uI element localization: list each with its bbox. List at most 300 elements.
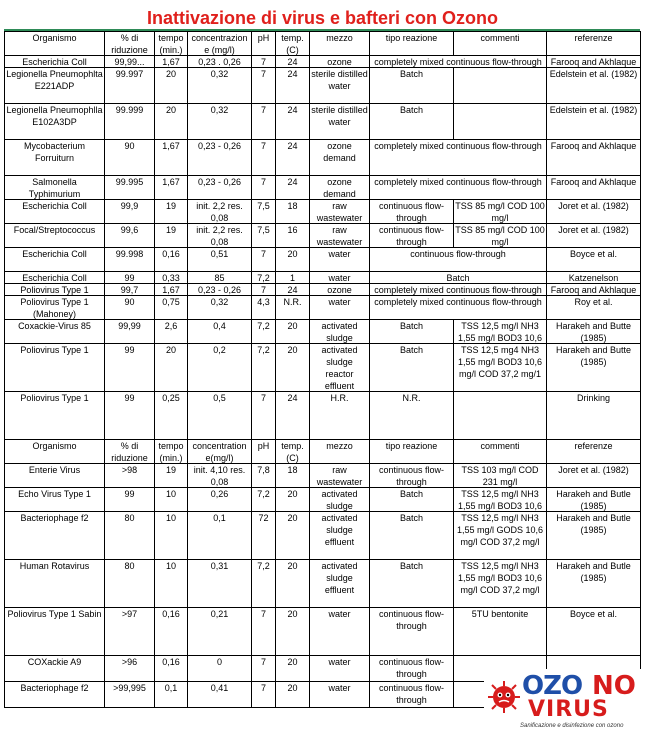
- cell-red-text: 99: [124, 273, 135, 283]
- cell-org-text: Legionella Pneumophlta E221ADP: [6, 69, 103, 91]
- cell-t: [155, 104, 188, 140]
- cell-c-text: 0,23 - 0,26: [197, 141, 242, 151]
- cell-c: [188, 392, 252, 440]
- cell-mezzo-text: activated sludge reactor effluent: [321, 345, 358, 391]
- cell-tipo: [370, 392, 454, 440]
- cell-referenze: [547, 224, 641, 248]
- cell-temp: [276, 464, 310, 488]
- cell-c: [188, 296, 252, 320]
- ozonovirus-logo: [484, 669, 642, 737]
- cell-referenze: [547, 560, 641, 608]
- cell-ph-text: 7,2: [257, 321, 270, 331]
- cell-mezzo-text: activated sludge: [321, 321, 358, 343]
- cell-tipo: [370, 104, 454, 140]
- cell-red: [105, 284, 155, 296]
- cell-red-text: >97: [121, 609, 138, 619]
- table-row: [5, 512, 641, 560]
- cell-temp-text: 20: [287, 489, 298, 499]
- cell-org-text: Poliovirus Type 1: [20, 345, 89, 355]
- cell-c: [188, 488, 252, 512]
- cell-referenze-text: Boyce et al.: [569, 609, 618, 619]
- cell-ph: [252, 682, 276, 708]
- cell-c-text: 85: [214, 273, 225, 283]
- cell-tipo-text: continuous flow-through: [378, 225, 445, 247]
- cell-red-text: 99,7: [120, 285, 139, 295]
- cell-referenze: [547, 176, 641, 200]
- cell-ph: [252, 200, 276, 224]
- cell-mezzo-text: ozone demand: [323, 141, 356, 163]
- cell-t-text: 19: [165, 465, 176, 475]
- column-header: [454, 32, 547, 56]
- cell-temp: [276, 248, 310, 272]
- column-header: [454, 440, 547, 464]
- column-header: [310, 32, 370, 56]
- cell-temp: [276, 488, 310, 512]
- cell-reaction-comments-text: completely mixed continuous flow-through: [374, 297, 542, 307]
- cell-t-text: 0,16: [162, 249, 180, 259]
- column-header-text: commenti: [480, 33, 520, 43]
- cell-org-text: Poliovirus Type 1: [20, 285, 89, 295]
- cell-referenze: [547, 284, 641, 296]
- cell-temp: [276, 200, 310, 224]
- cell-referenze: [547, 320, 641, 344]
- cell-c-text: init. 2,2 res. 0,08: [196, 225, 243, 247]
- cell-mezzo-text: activated sludge: [321, 489, 358, 511]
- cell-org: [5, 68, 105, 104]
- cell-mezzo-text: water: [328, 273, 351, 283]
- cell-referenze: [547, 488, 641, 512]
- cell-temp: [276, 560, 310, 608]
- cell-ph-text: 72: [258, 513, 269, 523]
- cell-tipo: [370, 344, 454, 392]
- cell-temp-text: 18: [287, 465, 298, 475]
- cell-tipo: [370, 512, 454, 560]
- cell-reaction-comments-text: continuous flow-through: [410, 249, 506, 259]
- cell-reaction-comments-text: completely mixed continuous flow-through: [374, 285, 542, 295]
- cell-referenze: [547, 392, 641, 440]
- table-row: [5, 344, 641, 392]
- cell-commenti-text: TSS 85 mg/l COD 100 mg/l: [455, 225, 545, 247]
- cell-referenze-text: Farooq and Akhlaque: [550, 177, 637, 187]
- table-row: [5, 488, 641, 512]
- cell-mezzo-text: water: [328, 249, 351, 259]
- cell-mezzo: [310, 560, 370, 608]
- cell-ph-text: 7,8: [257, 465, 270, 475]
- cell-mezzo: [310, 224, 370, 248]
- cell-org: [5, 296, 105, 320]
- cell-c: [188, 560, 252, 608]
- cell-mezzo: [310, 140, 370, 176]
- cell-t-text: 20: [165, 345, 176, 355]
- virus-mascot-icon: [486, 677, 522, 717]
- cell-c: [188, 608, 252, 656]
- cell-commenti-text: TSS 12,5 mg4 NH3 1,55 mg/l BOD3 10,6 mg/l COD 37,2 mg/1: [457, 345, 543, 379]
- cell-temp: [276, 682, 310, 708]
- cell-red-text: 90: [124, 141, 135, 151]
- cell-ph: [252, 224, 276, 248]
- cell-mezzo: [310, 200, 370, 224]
- cell-referenze-text: Drinking: [576, 393, 610, 403]
- cell-c-text: 0,32: [210, 69, 229, 79]
- cell-commenti-text: TSS 85 mg/l COD 100 mg/l: [455, 201, 545, 223]
- cell-ph-text: 4,3: [257, 297, 270, 307]
- column-header: [252, 440, 276, 464]
- table-row: [5, 248, 641, 272]
- cell-commenti: [454, 224, 547, 248]
- table-row: [5, 392, 641, 440]
- cell-ph: [252, 248, 276, 272]
- logo-no-text: NO: [592, 671, 636, 701]
- cell-red-text: 80: [124, 561, 135, 571]
- cell-referenze-text: Farooq and Akhlaque: [550, 285, 637, 295]
- cell-t: [155, 56, 188, 68]
- column-header: [276, 32, 310, 56]
- cell-c-text: 0,26: [210, 489, 229, 499]
- cell-red-text: 99: [124, 489, 135, 499]
- column-header-text: concentrazione (mg/l): [191, 33, 248, 55]
- cell-referenze: [547, 140, 641, 176]
- cell-mezzo-text: raw wastewater: [316, 201, 363, 223]
- cell-t: [155, 140, 188, 176]
- cell-referenze: [547, 608, 641, 656]
- cell-c: [188, 272, 252, 284]
- cell-tipo-text: Batch: [399, 489, 423, 499]
- cell-referenze: [547, 68, 641, 104]
- cell-tipo-text: continuous flow-through: [378, 683, 445, 705]
- cell-c: [188, 464, 252, 488]
- column-header: [188, 440, 252, 464]
- cell-red: [105, 104, 155, 140]
- cell-ph-text: 7: [260, 249, 266, 259]
- cell-red-text: >99,995: [113, 683, 146, 693]
- cell-temp-text: 18: [287, 201, 298, 211]
- cell-red: [105, 344, 155, 392]
- cell-mezzo: [310, 344, 370, 392]
- cell-c-text: init. 2,2 res. 0,08: [196, 201, 243, 223]
- column-header: [105, 440, 155, 464]
- cell-ph-text: 7,2: [257, 345, 270, 355]
- cell-commenti: [454, 320, 547, 344]
- cell-referenze: [547, 56, 641, 68]
- cell-ph-text: 7: [260, 393, 266, 403]
- cell-referenze-text: Harakeh and Butle (1985): [556, 513, 631, 535]
- cell-tipo: [370, 464, 454, 488]
- column-header: [252, 32, 276, 56]
- cell-commenti: [454, 488, 547, 512]
- cell-tipo-text: N.R.: [402, 393, 421, 403]
- cell-t-text: 10: [165, 561, 176, 571]
- cell-reaction-comments: [370, 248, 547, 272]
- cell-org: [5, 656, 105, 682]
- cell-red: [105, 320, 155, 344]
- cell-red-text: 99.999: [115, 105, 144, 115]
- cell-referenze-text: Farooq and Akhlaque: [550, 57, 637, 67]
- cell-reaction-comments: [370, 176, 547, 200]
- cell-temp: [276, 56, 310, 68]
- cell-t: [155, 284, 188, 296]
- cell-tipo-text: continuous flow-through: [378, 657, 445, 679]
- cell-org: [5, 284, 105, 296]
- cell-mezzo-text: activated sludge effluent: [321, 513, 358, 547]
- column-header: [276, 440, 310, 464]
- cell-ph: [252, 68, 276, 104]
- cell-c-text: 0,4: [213, 321, 226, 331]
- cell-red: [105, 488, 155, 512]
- cell-red: [105, 176, 155, 200]
- column-header-text: commenti: [480, 441, 520, 451]
- cell-ph: [252, 656, 276, 682]
- column-header-text: temp. (C): [281, 441, 304, 463]
- cell-referenze: [547, 296, 641, 320]
- cell-ph: [252, 320, 276, 344]
- cell-t-text: 19: [165, 201, 176, 211]
- cell-referenze-text: Katzenelson: [568, 273, 619, 283]
- cell-t-text: 1,67: [162, 141, 180, 151]
- cell-org: [5, 104, 105, 140]
- cell-commenti: [454, 512, 547, 560]
- cell-mezzo: [310, 56, 370, 68]
- cell-org-text: Poliovirus Type 1 Sabin: [7, 609, 102, 619]
- cell-temp: [276, 296, 310, 320]
- cell-red: [105, 296, 155, 320]
- cell-referenze: [547, 512, 641, 560]
- cell-commenti: [454, 464, 547, 488]
- cell-org: [5, 272, 105, 284]
- column-header-text: Organismo: [32, 441, 77, 451]
- cell-red-text: 99: [124, 393, 135, 403]
- cell-t-text: 0,16: [162, 609, 180, 619]
- cell-referenze-text: Harakeh and Butte (1985): [555, 345, 632, 367]
- cell-org: [5, 224, 105, 248]
- cell-temp-text: 20: [287, 683, 298, 693]
- cell-red: [105, 560, 155, 608]
- cell-red-text: 99.997: [115, 69, 144, 79]
- cell-org: [5, 560, 105, 608]
- cell-red-text: 99.998: [115, 249, 144, 259]
- cell-c: [188, 56, 252, 68]
- cell-org-text: Escherichia Coll: [22, 273, 87, 283]
- column-header-text: Organismo: [32, 33, 77, 43]
- table-row: [5, 56, 641, 68]
- cell-mezzo-text: ozone demand: [323, 177, 356, 199]
- column-header-text: pH: [257, 441, 270, 451]
- cell-org-text: Bacteriophage f2: [20, 513, 89, 523]
- cell-tipo-text: continuous flow-through: [378, 201, 445, 223]
- cell-reaction-comments: [370, 284, 547, 296]
- table-row: [5, 284, 641, 296]
- cell-temp: [276, 344, 310, 392]
- logo-ozo-text: OZO: [522, 671, 583, 701]
- logo-virus-text: VIRUS: [528, 697, 609, 722]
- cell-referenze-text: Harakeh and Butle (1985): [556, 561, 631, 583]
- cell-ph-text: 7: [260, 105, 266, 115]
- cell-mezzo: [310, 284, 370, 296]
- cell-t: [155, 512, 188, 560]
- cell-tipo-text: Batch: [399, 561, 423, 571]
- cell-t: [155, 200, 188, 224]
- cell-c: [188, 682, 252, 708]
- cell-referenze-text: Joret et al. (1982): [558, 201, 629, 211]
- cell-c-text: 0,23 - 0,26: [197, 177, 242, 187]
- cell-ph: [252, 296, 276, 320]
- cell-mezzo: [310, 512, 370, 560]
- column-header-text: pH: [257, 33, 270, 43]
- cell-temp-text: N.R.: [283, 297, 302, 307]
- cell-red: [105, 56, 155, 68]
- cell-tipo: [370, 224, 454, 248]
- cell-red: [105, 392, 155, 440]
- column-header: [188, 32, 252, 56]
- cell-mezzo: [310, 608, 370, 656]
- cell-mezzo-text: water: [328, 683, 351, 693]
- cell-red-text: 80: [124, 513, 135, 523]
- cell-org-text: Focal/Streptococcus: [13, 225, 96, 235]
- cell-temp: [276, 224, 310, 248]
- column-header-text: mezzo: [326, 441, 353, 451]
- cell-mezzo: [310, 320, 370, 344]
- cell-t: [155, 68, 188, 104]
- column-header-text: concentration e(mg/l): [192, 441, 247, 463]
- cell-tipo-text: Batch: [399, 321, 423, 331]
- cell-mezzo: [310, 392, 370, 440]
- cell-red-text: 99,99...: [114, 57, 145, 67]
- cell-red-text: 99,9: [120, 201, 139, 211]
- cell-c-text: 0,31: [210, 561, 229, 571]
- cell-ph: [252, 512, 276, 560]
- cell-referenze-text: Harakeh and Butte (1985): [555, 321, 632, 343]
- cell-org: [5, 344, 105, 392]
- cell-t: [155, 296, 188, 320]
- cell-temp-text: 24: [287, 57, 298, 67]
- cell-red: [105, 68, 155, 104]
- column-header: [155, 440, 188, 464]
- cell-org: [5, 608, 105, 656]
- cell-org-text: Poliovirus Type 1 (Mahoney): [20, 297, 89, 319]
- cell-mezzo-text: raw wastewater: [316, 225, 363, 247]
- cell-tipo-text: Batch: [399, 105, 423, 115]
- cell-mezzo-text: sterile distilled water: [311, 105, 368, 127]
- cell-ph-text: 7: [260, 657, 266, 667]
- cell-red: [105, 512, 155, 560]
- column-header: [155, 32, 188, 56]
- cell-commenti-text: [455, 104, 545, 139]
- cell-commenti: [454, 68, 547, 104]
- cell-reaction-comments: [370, 272, 547, 284]
- cell-tipo-text: Batch: [399, 69, 423, 79]
- cell-c-text: 0,1: [213, 513, 226, 523]
- cell-commenti: [454, 608, 547, 656]
- cell-ph: [252, 140, 276, 176]
- cell-org: [5, 512, 105, 560]
- cell-commenti: [454, 560, 547, 608]
- cell-tipo-text: Batch: [399, 345, 423, 355]
- cell-mezzo-text: water: [328, 657, 351, 667]
- cell-t-text: 10: [165, 513, 176, 523]
- cell-ph-text: 7,2: [257, 273, 270, 283]
- cell-referenze-text: Joret et al. (1982): [558, 225, 629, 235]
- cell-org-text: COXackie A9: [27, 657, 82, 667]
- cell-org-text: Legionella Pneumophlla E102A3DP: [6, 105, 103, 127]
- column-header: [370, 32, 454, 56]
- cell-c-text: 0,32: [210, 297, 229, 307]
- cell-red: [105, 608, 155, 656]
- cell-referenze: [547, 248, 641, 272]
- cell-temp-text: 24: [287, 393, 298, 403]
- cell-temp: [276, 320, 310, 344]
- cell-mezzo-text: sterile distilled water: [311, 69, 368, 91]
- cell-org: [5, 464, 105, 488]
- cell-org-text: Enterie Virus: [28, 465, 81, 475]
- cell-c: [188, 656, 252, 682]
- cell-temp-text: 24: [287, 141, 298, 151]
- cell-c: [188, 512, 252, 560]
- cell-org-text: Escherichia Coll: [22, 201, 87, 211]
- cell-red: [105, 200, 155, 224]
- cell-mezzo: [310, 656, 370, 682]
- cell-mezzo-text: ozone: [327, 57, 352, 67]
- cell-tipo: [370, 682, 454, 708]
- cell-t-text: 0,1: [164, 683, 178, 693]
- cell-temp-text: 20: [287, 249, 298, 259]
- cell-c: [188, 140, 252, 176]
- cell-red: [105, 248, 155, 272]
- cell-ph: [252, 488, 276, 512]
- cell-red-text: 99: [124, 345, 135, 355]
- cell-red-text: 99.995: [115, 177, 144, 187]
- cell-ph: [252, 272, 276, 284]
- cell-referenze: [547, 272, 641, 284]
- column-header: [370, 440, 454, 464]
- cell-t-text: 0,33: [162, 273, 180, 283]
- cell-t-text: 0,75: [162, 297, 180, 307]
- cell-org-text: Escherichia Coll: [22, 249, 87, 259]
- cell-red: [105, 656, 155, 682]
- cell-reaction-comments: [370, 296, 547, 320]
- cell-org-text: Escherichia Coll: [22, 57, 87, 67]
- logo-tagline: Sanificazione e disinfezione con ozono: [520, 723, 624, 729]
- cell-referenze: [547, 104, 641, 140]
- column-header-text: referenze: [574, 33, 613, 43]
- cell-t: [155, 248, 188, 272]
- cell-c: [188, 320, 252, 344]
- cell-t: [155, 560, 188, 608]
- column-header: [547, 440, 641, 464]
- column-header: [5, 440, 105, 464]
- cell-mezzo-text: water: [328, 297, 351, 307]
- cell-c-text: 0: [216, 657, 222, 667]
- column-header: [5, 32, 105, 56]
- cell-tipo: [370, 560, 454, 608]
- cell-ph-text: 7,5: [257, 201, 270, 211]
- cell-ph-text: 7: [260, 683, 266, 693]
- cell-org: [5, 488, 105, 512]
- cell-c: [188, 284, 252, 296]
- cell-org-text: Human Rotavirus: [19, 561, 90, 571]
- cell-red: [105, 272, 155, 284]
- cell-mezzo: [310, 248, 370, 272]
- cell-org: [5, 320, 105, 344]
- cell-ph: [252, 56, 276, 68]
- cell-reaction-comments: [370, 140, 547, 176]
- cell-referenze: [547, 344, 641, 392]
- cell-ph-text: 7: [260, 69, 266, 79]
- cell-t: [155, 656, 188, 682]
- cell-commenti-text: [455, 392, 545, 439]
- cell-mezzo: [310, 488, 370, 512]
- cell-referenze-text: Joret et al. (1982): [558, 465, 629, 475]
- cell-mezzo: [310, 104, 370, 140]
- cell-t: [155, 224, 188, 248]
